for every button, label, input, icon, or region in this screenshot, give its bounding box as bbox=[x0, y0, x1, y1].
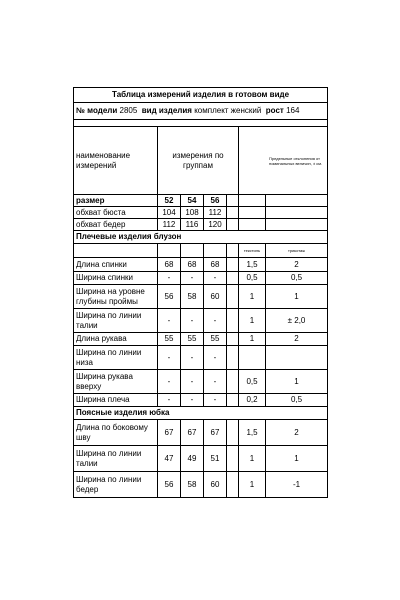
model-info bbox=[74, 103, 328, 120]
header-name-label: наименование измерений bbox=[74, 127, 158, 195]
size-label: размер bbox=[74, 195, 158, 207]
model-label: № модели bbox=[76, 106, 118, 115]
col-textile: текстиль bbox=[239, 244, 266, 258]
header-groups-label: измерения по группам bbox=[158, 127, 239, 195]
table-row: Ширина по линии талии - - - 1 ± 2,0 bbox=[74, 309, 328, 333]
height-label: рост bbox=[265, 106, 284, 115]
table-row: Ширина плеча - - - 0,2 0,5 bbox=[74, 394, 328, 407]
table-row: Длина по боковому шву 67 67 67 1,5 2 bbox=[74, 420, 328, 446]
table-row: Ширина на уровне глубины проймы 56 58 60 1 1 bbox=[74, 285, 328, 309]
table-row: Ширина спинки - - - 0,5 0,5 bbox=[74, 272, 328, 285]
section-1-subheader bbox=[74, 244, 328, 258]
type-label: вид изделия bbox=[141, 106, 192, 115]
measurement-table bbox=[73, 87, 328, 498]
model-value: 2805 bbox=[119, 106, 138, 115]
table-row: Длина рукава 55 55 55 1 2 bbox=[74, 333, 328, 346]
size-56: 56 bbox=[204, 195, 227, 207]
col-knit: трикотаж bbox=[266, 244, 328, 258]
section-1-title: Плечевые изделия блузон bbox=[74, 231, 328, 244]
table-row: Ширина по линии низа - - - bbox=[74, 346, 328, 370]
table-row: Длина спинки 68 68 68 1,5 2 bbox=[74, 258, 328, 272]
section-2-header bbox=[74, 407, 328, 420]
section-2-title: Поясные изделия юбка bbox=[74, 407, 328, 420]
measurement-sheet bbox=[73, 87, 327, 498]
table-row: Ширина рукава вверху - - - 0,5 1 bbox=[74, 370, 328, 394]
section-1-header bbox=[74, 231, 328, 244]
model-row bbox=[74, 103, 328, 120]
table-row: обхват бедер 112 116 120 bbox=[74, 219, 328, 231]
table-row: обхват бюста 104 108 112 bbox=[74, 207, 328, 219]
table-row: Ширина по линии бедер 56 58 60 1 -1 bbox=[74, 472, 328, 498]
height-value: 164 bbox=[286, 106, 300, 115]
size-row bbox=[74, 195, 328, 207]
header-tolerance-label: Предельные отклонения от номинальных величин, ± см. bbox=[239, 127, 328, 195]
size-52: 52 bbox=[158, 195, 181, 207]
spacer-row bbox=[74, 120, 328, 127]
title-row bbox=[74, 88, 328, 103]
table-row: Ширина по линии талии 47 49 51 1 1 bbox=[74, 446, 328, 472]
type-value: комплект женский bbox=[194, 106, 262, 115]
page-title: Таблица измерений изделия в готовом виде bbox=[74, 88, 328, 103]
size-54: 54 bbox=[181, 195, 204, 207]
header-row bbox=[74, 127, 328, 195]
